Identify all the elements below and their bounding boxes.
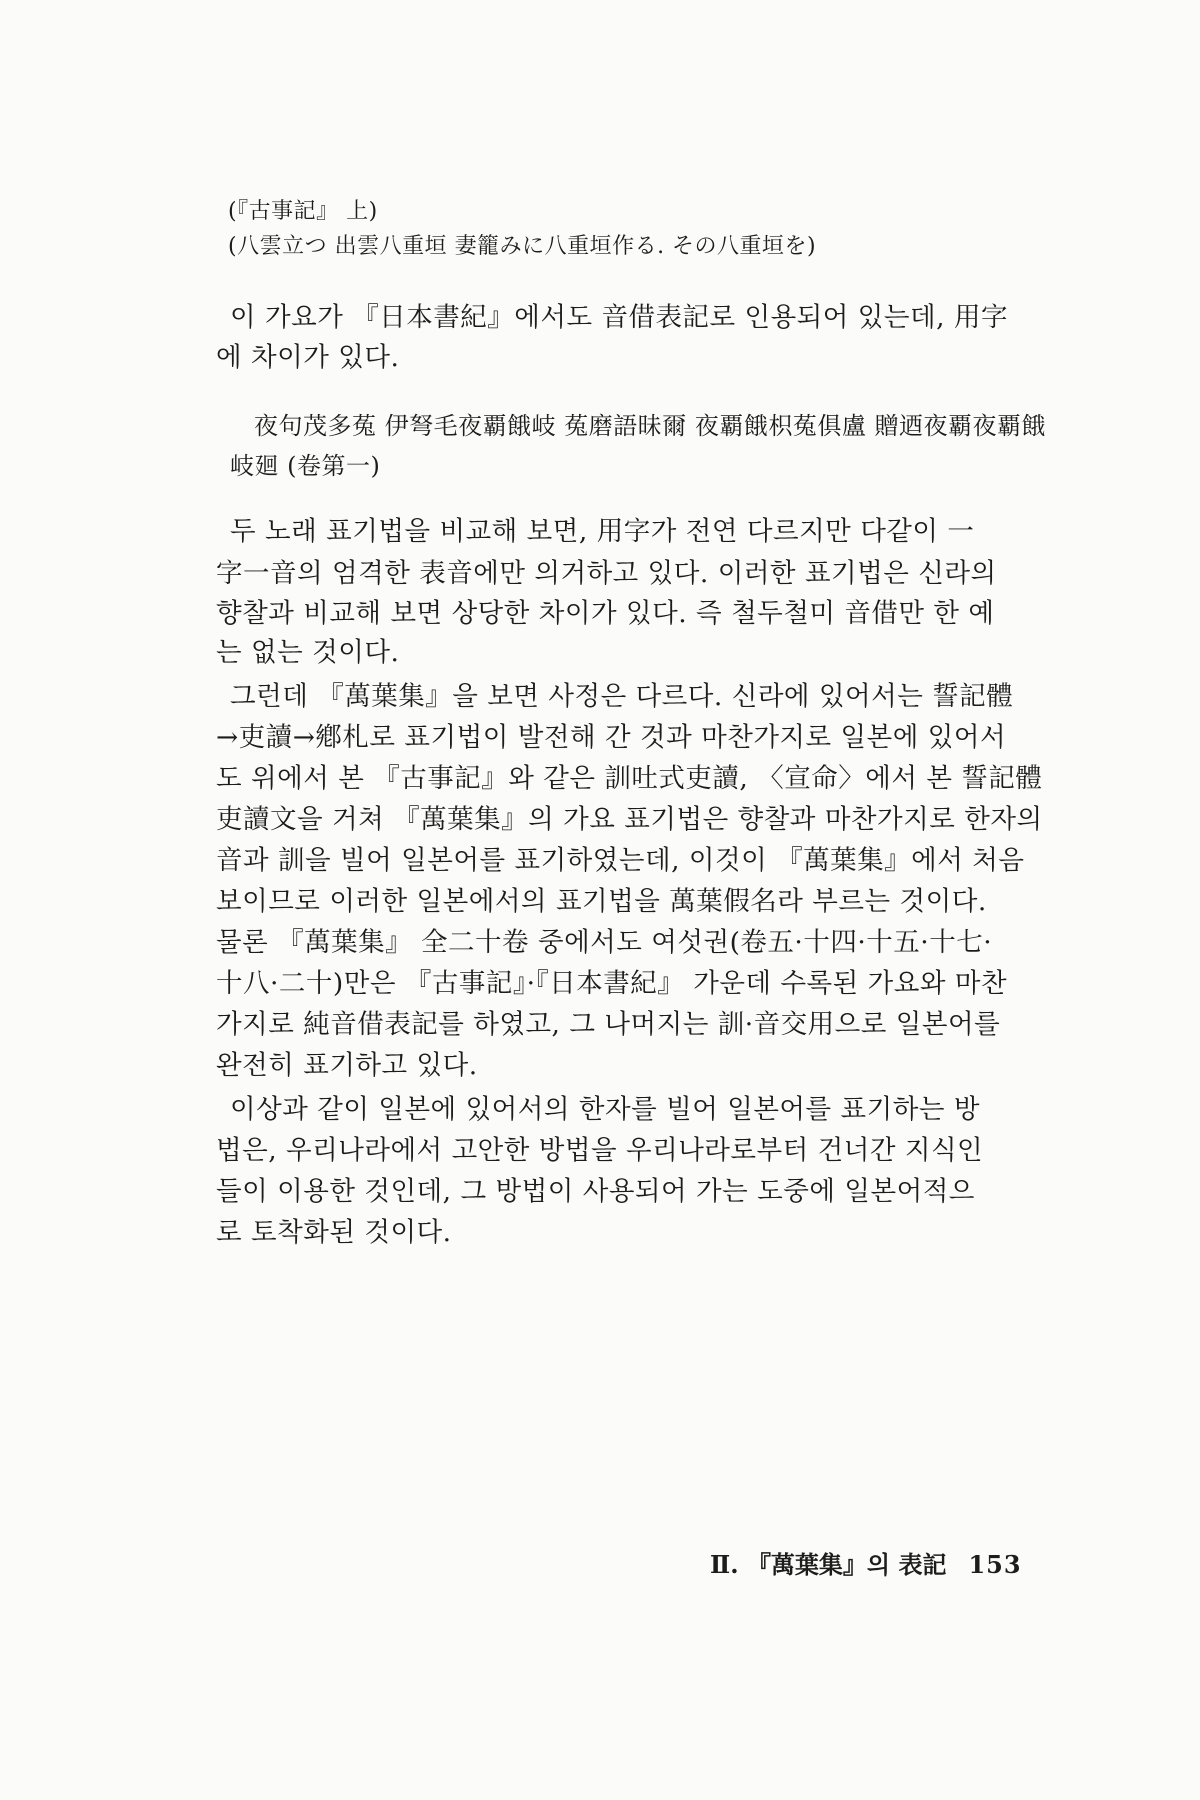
quote-source: (『古事記』 上) <box>228 199 378 224</box>
paragraph-3-line: 도 위에서 본 『古事記』와 같은 訓吐式吏讀, 〈宣命〉에서 본 誓記體 <box>216 763 1043 794</box>
paragraph-3-line: 音과 訓을 빌어 일본어를 표기하였는데, 이것이 『萬葉集』에서 처음 <box>216 845 1025 876</box>
paragraph-4-line: 법은, 우리나라에서 고안한 방법을 우리나라로부터 건너간 지식인 <box>216 1135 984 1166</box>
paragraph-3-line: 보이므로 이러한 일본에서의 표기법을 萬葉假名라 부르는 것이다. <box>216 886 987 917</box>
paragraph-2-line: 향찰과 비교해 보면 상당한 차이가 있다. 즉 철두철미 音借만 한 예 <box>216 598 995 629</box>
paragraph-2-line: 두 노래 표기법을 비교해 보면, 用字가 전연 다르지만 다같이 一 <box>230 516 975 547</box>
old-text-line: 岐廻 (卷第一) <box>230 452 381 480</box>
paragraph-3-line: →吏讀→鄕札로 표기법이 발전해 간 것과 마찬가지로 일본에 있어서 <box>216 722 1007 753</box>
page-number: 153 <box>968 1550 1022 1579</box>
paragraph-1-line: 이 가요가 『日本書紀』에서도 音借表記로 인용되어 있는데, 用字 <box>230 302 1008 333</box>
paragraph-3-line: 가지로 純音借表記를 하였고, 그 나머지는 訓·音交用으로 일본어를 <box>216 1009 1001 1040</box>
running-footer <box>710 1545 1022 1580</box>
paragraph-1-line: 에 차이가 있다. <box>216 342 400 373</box>
paragraph-3-line: 吏讀文을 거쳐 『萬葉集』의 가요 표기법은 향찰과 마찬가지로 한자의 <box>216 804 1043 835</box>
paragraph-3-line: 十八·二十)만은 『古事記』·『日本書紀』 가운데 수록된 가요와 마찬 <box>216 968 1008 999</box>
paragraph-3-line: 완전히 표기하고 있다. <box>216 1050 478 1081</box>
quote-translation: (八雲立つ 出雲八重垣 妻籠みに八重垣作る. その八重垣を) <box>228 234 817 259</box>
paragraph-2-line: 는 없는 것이다. <box>216 637 400 668</box>
paragraph-3-line: 그런데 『萬葉集』을 보면 사정은 다르다. 신라에 있어서는 誓記體 <box>230 681 1014 712</box>
paragraph-4-line: 들이 이용한 것인데, 그 방법이 사용되어 가는 도중에 일본어적으 <box>216 1176 975 1207</box>
old-text-line: 夜句茂多菟 伊弩毛夜覇餓岐 菟磨語昧爾 夜覇餓枳菟俱盧 贈迺夜覇夜覇餓 <box>254 412 1047 440</box>
footer-section-title: Ⅱ. 『萬葉集』의 表記 <box>710 1550 947 1579</box>
paragraph-4-line: 로 토착화된 것이다. <box>216 1217 452 1248</box>
paragraph-3-line: 물론 『萬葉集』 全二十卷 중에서도 여섯권(卷五·十四·十五·十七· <box>216 927 993 958</box>
paragraph-4-line: 이상과 같이 일본에 있어서의 한자를 빌어 일본어를 표기하는 방 <box>230 1094 980 1125</box>
paragraph-2-line: 字一音의 엄격한 表音에만 의거하고 있다. 이러한 표기법은 신라의 <box>216 558 997 589</box>
